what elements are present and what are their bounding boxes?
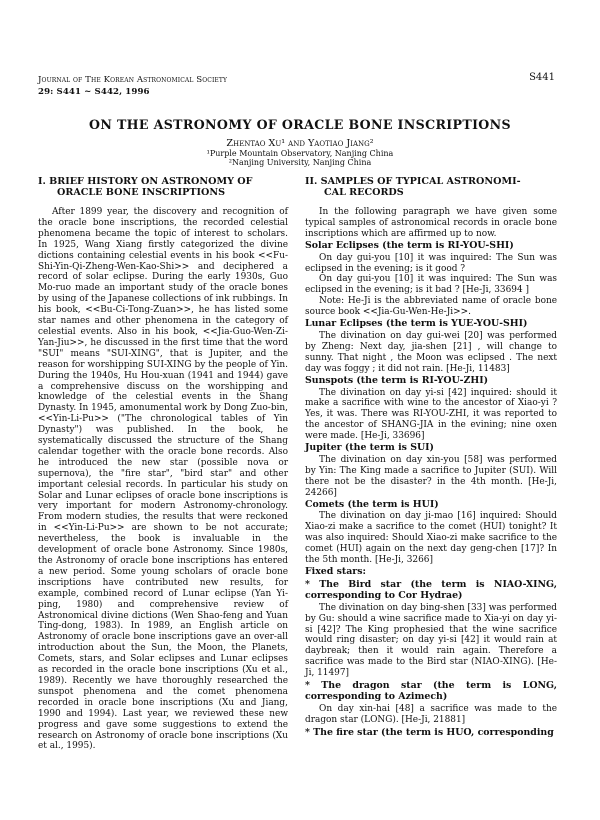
paper-title: ON THE ASTRONOMY OF ORACLE BONE INSCRIPTIONS [89, 117, 511, 132]
affiliation-1: ¹Purple Mountain Observatory, Nanjing China [206, 149, 394, 158]
sunspot-record: The divination on day yi-si [42] inquired: should it make a sacrifice with wine to the ancestor of Xiao-yi ? Yes, it was. There was RI-YOU-ZHI, it was reported to the ancestor of SHANG-JIA in the evining; nine oxen were made. [He-Ji, 33696] [305, 387, 557, 442]
bird-star-record: The divination on day bing-shen [33] was performed by Gu: should a wine sacrifice made to Xia-yi on day yi-si [42]? The King prophesied that the wine sacrifice would ring disaster; on day yi-si [42] it would rain at daybreak; then it would rain again. Therefore a sacrifice was made to the Bird star (NIAO-XING). [He-Ji, 11497] [305, 602, 557, 679]
section-1-heading-line1: I. BRIEF HISTORY ON ASTRONOMY OF [38, 176, 253, 187]
comet-heading: Comets (the term is HUI) [305, 498, 439, 510]
fire-star-heading: * The fire star (the term is HUO, corresponding [305, 726, 554, 738]
lunar-eclipse-record: The divination on day gui-wei [20] was performed by Zheng: Next day, jia-shen [21] , will change to sunny. That night , the Moon was eclipsed . The next day was foggy ; it did not rain. [He-Ji, 11483] [305, 330, 557, 374]
section-2-heading-line1: II. SAMPLES OF TYPICAL ASTRONOMI- [305, 176, 521, 187]
section-1-heading [38, 176, 288, 198]
sunspot-heading: Sunspots (the term is RI-YOU-ZHI) [305, 374, 489, 386]
page-number: S441 [529, 72, 555, 83]
comet-record: The divination on day ji-mao [16] inquired: Should Xiao-zi make a sacrifice to the comet (HUI) tonight? It was also inquired: Should Xiao-zi make sacrifice to the comet (HUI) again on the next day geng-chen [17]? In the 5th month. [He-Ji, 3266] [305, 511, 557, 566]
dragon-star-heading: * The dragon star (the term is LONG, corresponding to Azimech) [305, 680, 557, 702]
author-block [0, 138, 600, 168]
solar-eclipse-record-1: On day gui-you [10] it was inquired: The Sun was eclipsed in the evening; is it good ? [305, 252, 557, 274]
section-2-heading [305, 176, 557, 198]
solar-eclipse-heading: Solar Eclipses (the term is RI-YOU-SHI) [305, 239, 514, 251]
solar-eclipse-note: Note: He-Ji is the abbreviated name of oracle bone source book <<Jia-Gu-Wen-He-Ji>>. [305, 296, 557, 318]
volume-pages: 29: S441 ~ S442, 1996 [38, 87, 150, 97]
solar-eclipse-record-2: On day gui-you [10] it was inquired: The Sun was eclipsed in the evening; is it bad ? [He-Ji, 33694 ] [305, 274, 557, 296]
dragon-star-record: On day xin-hai [48] a sacrifice was made to the dragon star (LONG). [He-Ji, 21881] [305, 703, 557, 725]
affiliation-2: ²Nanjing University, Nanjing China [228, 158, 372, 168]
section-1-paragraph: After 1899 year, the discovery and recognition of the oracle bone inscriptions, the recorded celestial phenomena became the topic of interest to scholars. In 1925, Wang Xiang firstly categorized the divine dictions containing celestial events in his book <<Fu-Shi-Yin-Qi-Zheng-Wen-Kao-Shi>> and deciphered a record of solar eclipse. During the early 1930s, Guo Mo-ruo made an important study of the oracle bones by using of the Japanese collections of ink rubbings. In his book, <<Bu-Ci-Tong-Zuan>>, he has listed some star names and other phenomena in the category of celestial events. Also in his book, <<Jia-Guo-Wen-Zi-Yan-Jiu>>, he discussed in the first time that the word "SUI" means "SUI-XING", that is Jupiter, and the reason for worshipping SUI-XING by the people of Yin. During the 1940s, Hu Hou-xuan (1941 and 1944) gave a comprehensive discuss on the worshipping and knowledge of the celestial events in the Shang Dynasty. In 1945, amonumental work by Dong Zuo-bin, <<Yin-Li-Pu>> ("The chronological tables of Yin Dynasty") was published. In the book, he systematically discussed the structure of the Shang calendar together with the oracle bone records. Also he introduced the new star (possible nova or supernova), the "fire star", "bird star" and other important celesial records. In particular his study on Solar and Lunar eclipses of oracle bone inscriptions is very important for modern Astronomy-chronology. From modern studies, the results that were reckoned in <<Yin-Li-Pu>> are shown to be not accurate; nevertheless, the book is invaluable in the development of oracle bone Astronomy. Since 1980s, the Astronomy of oracle bone inscriptions has entered a new period. Some young scholars of oracle bone inscriptions have contributed new results, for example, combined record of Lunar eclipse (Yan Yi-ping, 1980) and comprehensive review of Astronomical divine dictions (Wen Shao-feng and Yuan Ting-dong, 1983). In 1989, an English article on Astronomy of oracle bone inscriptions gave an over-all introduction about the Sun, the Moon, the Planets, Comets, stars, and Solar eclipses and Lunar eclipses as recorded in the oracle bone inscriptions (Xu et al., 1989). Recently we have thoroughly researched the sunspot phenomena and the comet phenomena recorded in oracle bone inscriptions (Xu and Jiang, 1990 and 1994). Last year, we reviewed these new progress and gave some suggestions to extend the research on Astronomy of oracle bone inscriptions (Xu et al., 1995). [38, 207, 288, 752]
fixed-stars-heading: Fixed stars: [305, 566, 366, 577]
section-2-heading-line2: CAL RECORDS [324, 187, 404, 198]
bird-star-heading: * The Bird star (the term is NIAO-XING, corresponding to Cor Hydrae) [305, 578, 557, 601]
lunar-eclipse-heading: Lunar Eclipses (the term is YUE-YOU-SHI) [305, 318, 528, 330]
section-2-intro: In the following paragraph we have given some typical samples of astronomical records in oracle bone inscriptions which are affirmed up to now. [305, 207, 557, 239]
journal-citation [38, 74, 227, 98]
jupiter-record: The divination on day xin-you [58] was performed by Yin: The King made a sacrifice to Jupiter (SUI). Will there not be the disaster? in the 4th month. [He-Ji, 24266] [305, 454, 557, 498]
right-column [305, 176, 557, 740]
journal-name: Journal of The Korean Astronomical Society [38, 75, 228, 85]
jupiter-heading: Jupiter (the term is SUI) [305, 442, 434, 454]
left-column [38, 176, 288, 752]
section-1-heading-line2: ORACLE BONE INSCRIPTIONS [57, 187, 226, 198]
author-names: Zhentao Xu¹ and Yaotiao Jiang² [226, 138, 374, 149]
